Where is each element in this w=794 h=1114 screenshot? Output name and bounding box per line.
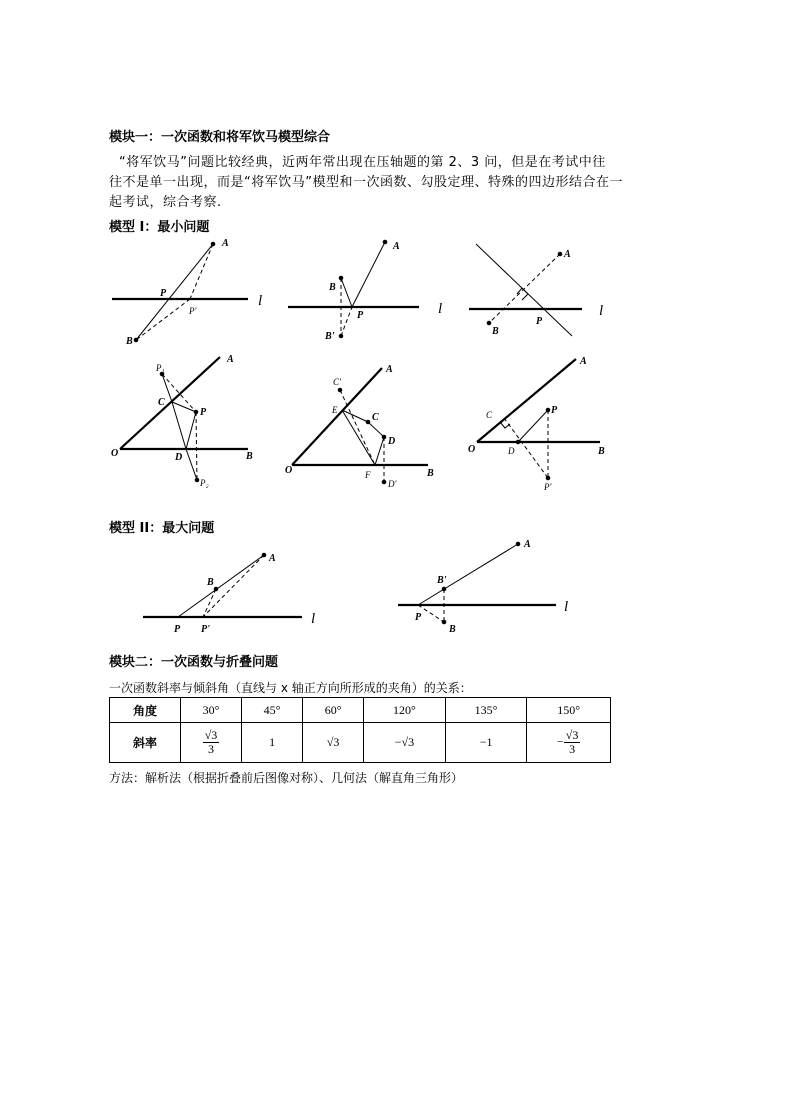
- fig6-label-o: O: [468, 444, 476, 455]
- fig8-label-b: B: [449, 624, 456, 635]
- table-cell-slope-150: − $\frac{√3}{3}$: [527, 723, 611, 763]
- fig2-label-b: B: [329, 282, 336, 293]
- fig1-label-b: B: [126, 336, 133, 347]
- fig7-label-l: l: [311, 611, 316, 627]
- figure-max-2: [398, 542, 556, 624]
- fig6-label-d: D: [508, 446, 515, 456]
- fig6-label-p: P: [551, 405, 558, 416]
- section2-title: 模块二：一次函数与折叠问题: [109, 655, 279, 670]
- fig6-label-a: A: [580, 356, 587, 367]
- figure-min-1: [112, 242, 248, 342]
- table-cell-angle-60: 60°: [303, 698, 364, 723]
- slope-angle-table: [109, 697, 611, 763]
- fig2-label-a: A: [393, 241, 400, 252]
- fig5-label-d: D: [388, 436, 396, 447]
- table-header-slope: 斜率: [110, 723, 181, 763]
- fig5-label-c-prime: C': [333, 377, 341, 387]
- fig5-label-e: E: [332, 405, 338, 415]
- fig6-label-b: B: [598, 446, 605, 457]
- table-header-angle: 角度: [110, 698, 181, 723]
- table-cell-angle-135: 135°: [445, 698, 527, 723]
- fig5-label-o: O: [285, 465, 293, 476]
- paragraph-line-3: 起考试，综合考察.: [109, 195, 222, 210]
- table-cell-slope-45: 1: [242, 723, 303, 763]
- section2-method: 方法：解析法（根据折叠前后图像对称）、几何法（解直角三角形）: [109, 771, 464, 785]
- table-cell-angle-30: 30°: [181, 698, 242, 723]
- section2-intro: 一次函数斜率与倾斜角（直线与 x 轴正方向所形成的夹角）的关系：: [109, 681, 472, 695]
- fig1-label-l: l: [258, 293, 263, 309]
- fig5-label-d-prime: D': [388, 479, 397, 489]
- table-cell-slope-30: $\frac{√3}{3}$: [181, 723, 242, 763]
- fig5-label-a: A: [386, 364, 393, 375]
- fig7-label-p: P: [174, 624, 181, 635]
- fig3-label-a: A: [564, 249, 571, 260]
- fig3-label-p: P: [536, 316, 543, 327]
- fig1-label-a: A: [222, 238, 229, 249]
- fig7-label-a: A: [269, 553, 276, 564]
- table-cell-slope-60: √3: [303, 723, 364, 763]
- paragraph-line-1: “将军饮马”问题比较经典，近两年常出现在压轴题的第 2、3 问，但是在考试中往: [119, 155, 606, 170]
- fig5-label-c: C: [372, 412, 379, 423]
- fig5-label-f: F: [365, 470, 371, 480]
- table-cell-angle-45: 45°: [242, 698, 303, 723]
- fig4-label-p1: P₁: [156, 363, 165, 373]
- fig4-label-p2: P₂: [200, 478, 209, 488]
- table-cell-slope-135: −1: [445, 723, 527, 763]
- fig7-label-p-prime: P': [201, 624, 210, 635]
- fig6-label-p-prime: P': [544, 482, 552, 492]
- figure-min-6: [477, 359, 600, 480]
- paragraph-line-2: 往不是单一出现，而是“将军饮马”模型和一次函数、勾股定理、特殊的四边形结合在一: [109, 175, 623, 190]
- fig8-label-p: P: [415, 612, 422, 623]
- fig5-label-b: B: [427, 468, 434, 479]
- table-cell-angle-120: 120°: [364, 698, 446, 723]
- fig4-label-o: O: [111, 448, 119, 459]
- fig8-label-b-prime: B': [437, 575, 447, 586]
- fig6-label-c: C: [486, 410, 493, 420]
- fig2-label-p: P: [357, 310, 364, 321]
- model2-title: 模型 II：最大问题: [109, 521, 215, 536]
- fig2-label-b-prime: B': [325, 331, 335, 342]
- fig8-label-a: A: [524, 539, 531, 550]
- fig1-label-p: P: [160, 288, 167, 299]
- fig4-label-c: C: [158, 397, 165, 408]
- table-cell-angle-150: 150°: [527, 698, 611, 723]
- fig8-label-l: l: [564, 599, 569, 615]
- fig3-label-l: l: [599, 303, 604, 319]
- model1-title: 模型 I：最小问题: [109, 220, 210, 235]
- fig7-label-b: B: [207, 577, 214, 588]
- table-row-angles: [110, 698, 611, 723]
- fig4-label-p: P: [200, 407, 207, 418]
- section1-title: 模块一：一次函数和将军饮马模型综合: [109, 130, 331, 145]
- figure-min-5: [292, 368, 428, 484]
- figure-min-4: [120, 357, 248, 482]
- figure-min-2: [288, 240, 419, 338]
- fig4-label-a: A: [227, 354, 234, 365]
- fig3-label-b: B: [492, 326, 499, 337]
- table-cell-slope-120: −√3: [364, 723, 446, 763]
- fig4-label-b: B: [246, 451, 253, 462]
- table-row-slopes: [110, 723, 611, 763]
- fig4-label-d: D: [175, 452, 183, 463]
- figure-max-1: [143, 553, 302, 617]
- fig2-label-l: l: [438, 301, 443, 317]
- fig1-label-p-prime: P': [189, 306, 197, 316]
